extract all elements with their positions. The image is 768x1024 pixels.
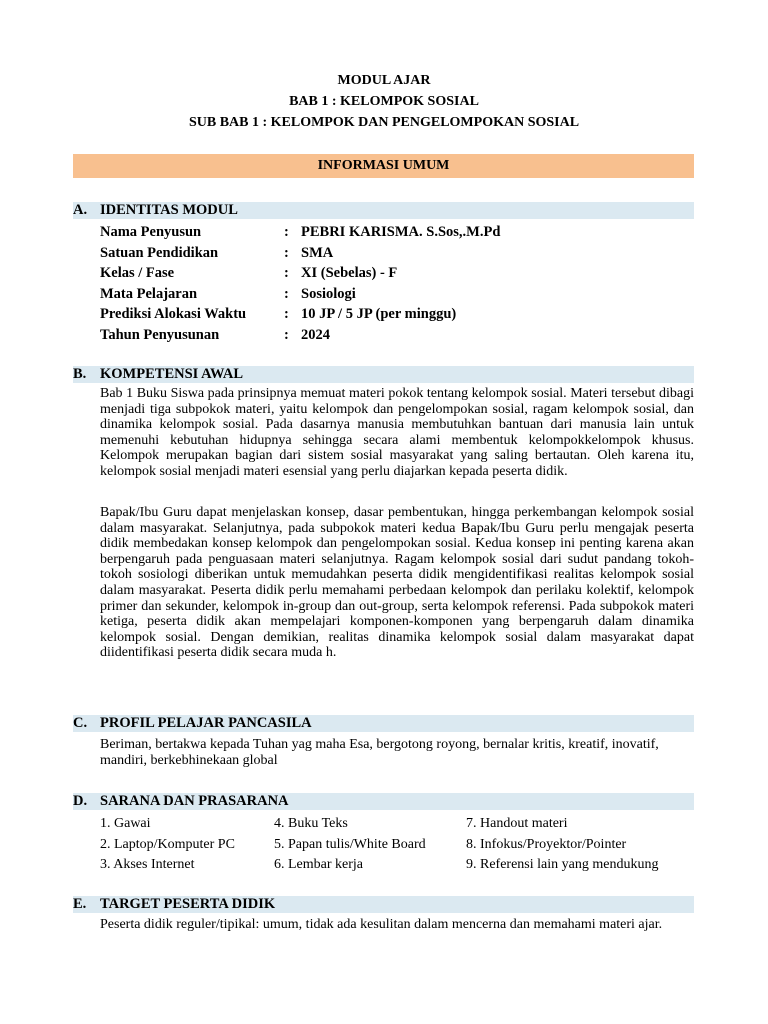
identity-row (100, 325, 694, 346)
identity-colon: : (284, 285, 289, 302)
list-item: 8. Infokus/Proyektor/Pointer (466, 836, 627, 852)
identity-colon: : (284, 306, 289, 322)
competence-paragraph-2: Bapak/Ibu Guru dapat menjelaskan konsep, dasar pembentukan, hingga perkembangan kelompok sosial dalam masyarakat. Selanjutnya, pada subpokok materi kedua Bapak/Ibu Guru perlu mengajak peserta didik membedakan konsep kelompok dan pengelompokan sosial. Kedua konsep ini penting karena akan berpengaruh pada penguasaan materi selanjutnya. Ragam kelompok sosial dari sudut pandang tokoh-tokoh sosiologi diberikan untuk memudahkan peserta didik mengidentifikasi realitas kelompok sosial dalam masyarakat. Peserta didik perlu memahami perbedaan kelompok dan perilaku kolektif, kelompok primer dan sekunder, kelompok in-group dan out-group, serta kelompok referensi. Pada subpokok materi ketiga, peserta didik akan mempelajari komponen-komponen yang berpengaruh dalam dinamika kelompok sosial. Dengan demikian, realitas dinamika kelompok sosial dalam masyarakat dapat diidentifikasi peserta didik secara muda h. (100, 505, 694, 661)
identity-colon: : (284, 326, 289, 343)
section-a-header (73, 202, 694, 219)
identity-row (100, 263, 694, 284)
list-item: 6. Lembar kerja (274, 857, 364, 872)
section-title: KOMPETENSI AWAL (100, 366, 244, 382)
module-title: MODUL AJAR (337, 73, 431, 88)
identity-value: 2024 (301, 326, 330, 343)
identity-label: Mata Pelajaran (100, 285, 198, 302)
facilities-row (100, 855, 694, 876)
identity-label: Nama Penyusun (100, 224, 202, 240)
section-letter: C. (73, 715, 88, 731)
identity-row (100, 222, 694, 243)
document-title-block (0, 70, 768, 133)
section-title: PROFIL PELAJAR PANCASILA (100, 715, 312, 731)
identity-label: Tahun Penyusunan (100, 326, 220, 343)
section-e-header (73, 896, 694, 913)
section-title: IDENTITAS MODUL (100, 202, 238, 218)
identity-value: SMA (301, 244, 334, 261)
list-item: 4. Buku Teks (274, 816, 348, 831)
section-letter: B. (73, 366, 87, 382)
target-students-text: Peserta didik reguler/tipikal: umum, tidak ada kesulitan dalam mencerna dan memahami materi ajar. (100, 917, 663, 932)
identity-colon: : (284, 244, 289, 261)
identity-value: PEBRI KARISMA. S.Sos,.M.Pd (301, 224, 501, 240)
section-title: SARANA DAN PRASARANA (100, 793, 289, 809)
section-letter: D. (73, 793, 88, 809)
identity-label: Kelas / Fase (100, 265, 175, 281)
section-letter: A. (73, 202, 88, 218)
list-item: 3. Akses Internet (100, 857, 195, 872)
identity-value: XI (Sebelas) - F (301, 265, 398, 281)
pancasila-profile-text: Beriman, bertakwa kepada Tuhan yag maha Esa, bergotong royong, bernalar kritis, kreatif, inovatif, mandiri, berkebhinekaan global (100, 737, 659, 768)
list-item: 2. Laptop/Komputer PC (100, 836, 235, 852)
section-letter: E. (73, 896, 87, 912)
chapter-title: BAB 1 : KELOMPOK SOSIAL (289, 94, 479, 109)
identity-row (100, 304, 694, 325)
section-title: TARGET PESERTA DIDIK (100, 896, 276, 912)
identity-row (100, 284, 694, 305)
facilities-row (100, 814, 694, 835)
list-item: 9. Referensi lain yang mendukung (466, 857, 659, 872)
list-item: 5. Papan tulis/White Board (274, 836, 426, 852)
facilities-row (100, 835, 694, 856)
identity-label: Prediksi Alokasi Waktu (100, 306, 247, 322)
subchapter-title: SUB BAB 1 : KELOMPOK DAN PENGELOMPOKAN SOSIAL (188, 115, 580, 130)
general-info-banner: INFORMASI UMUM (73, 154, 694, 178)
identity-label: Satuan Pendidikan (100, 244, 219, 261)
identity-row (100, 243, 694, 264)
section-b-header (73, 366, 694, 383)
list-item: 1. Gawai (100, 816, 151, 831)
section-d-header (73, 793, 694, 810)
identity-table (100, 222, 694, 345)
identity-colon: : (284, 265, 289, 281)
identity-colon: : (284, 224, 289, 240)
identity-value: Sosiologi (301, 285, 356, 302)
competence-paragraph-1: Bab 1 Buku Siswa pada prinsipnya memuat materi pokok tentang kelompok sosial. Materi tersebut dibagi menjadi tiga subpokok materi, yaitu kelompok dan pengelompokan sosial, ragam kelompok sosial, dan dinamika kelompok sosial. Pada dasarnya manusia membutuhkan bantuan dari manusia lain untuk memenuhi kebutuhan hidupnya sehingga secara alami membentuk kelompokkelompok khusus. Kelompok merupakan bagian dari sistem sosial masyarakat yang saling bertautan. Oleh karena itu, kelompok sosial menjadi materi esensial yang perlu diajarkan kepada peserta didik. (100, 386, 694, 479)
facilities-list (100, 814, 694, 876)
list-item: 7. Handout materi (466, 816, 568, 831)
section-c-header (73, 715, 694, 732)
identity-value: 10 JP / 5 JP (per minggu) (301, 306, 457, 322)
